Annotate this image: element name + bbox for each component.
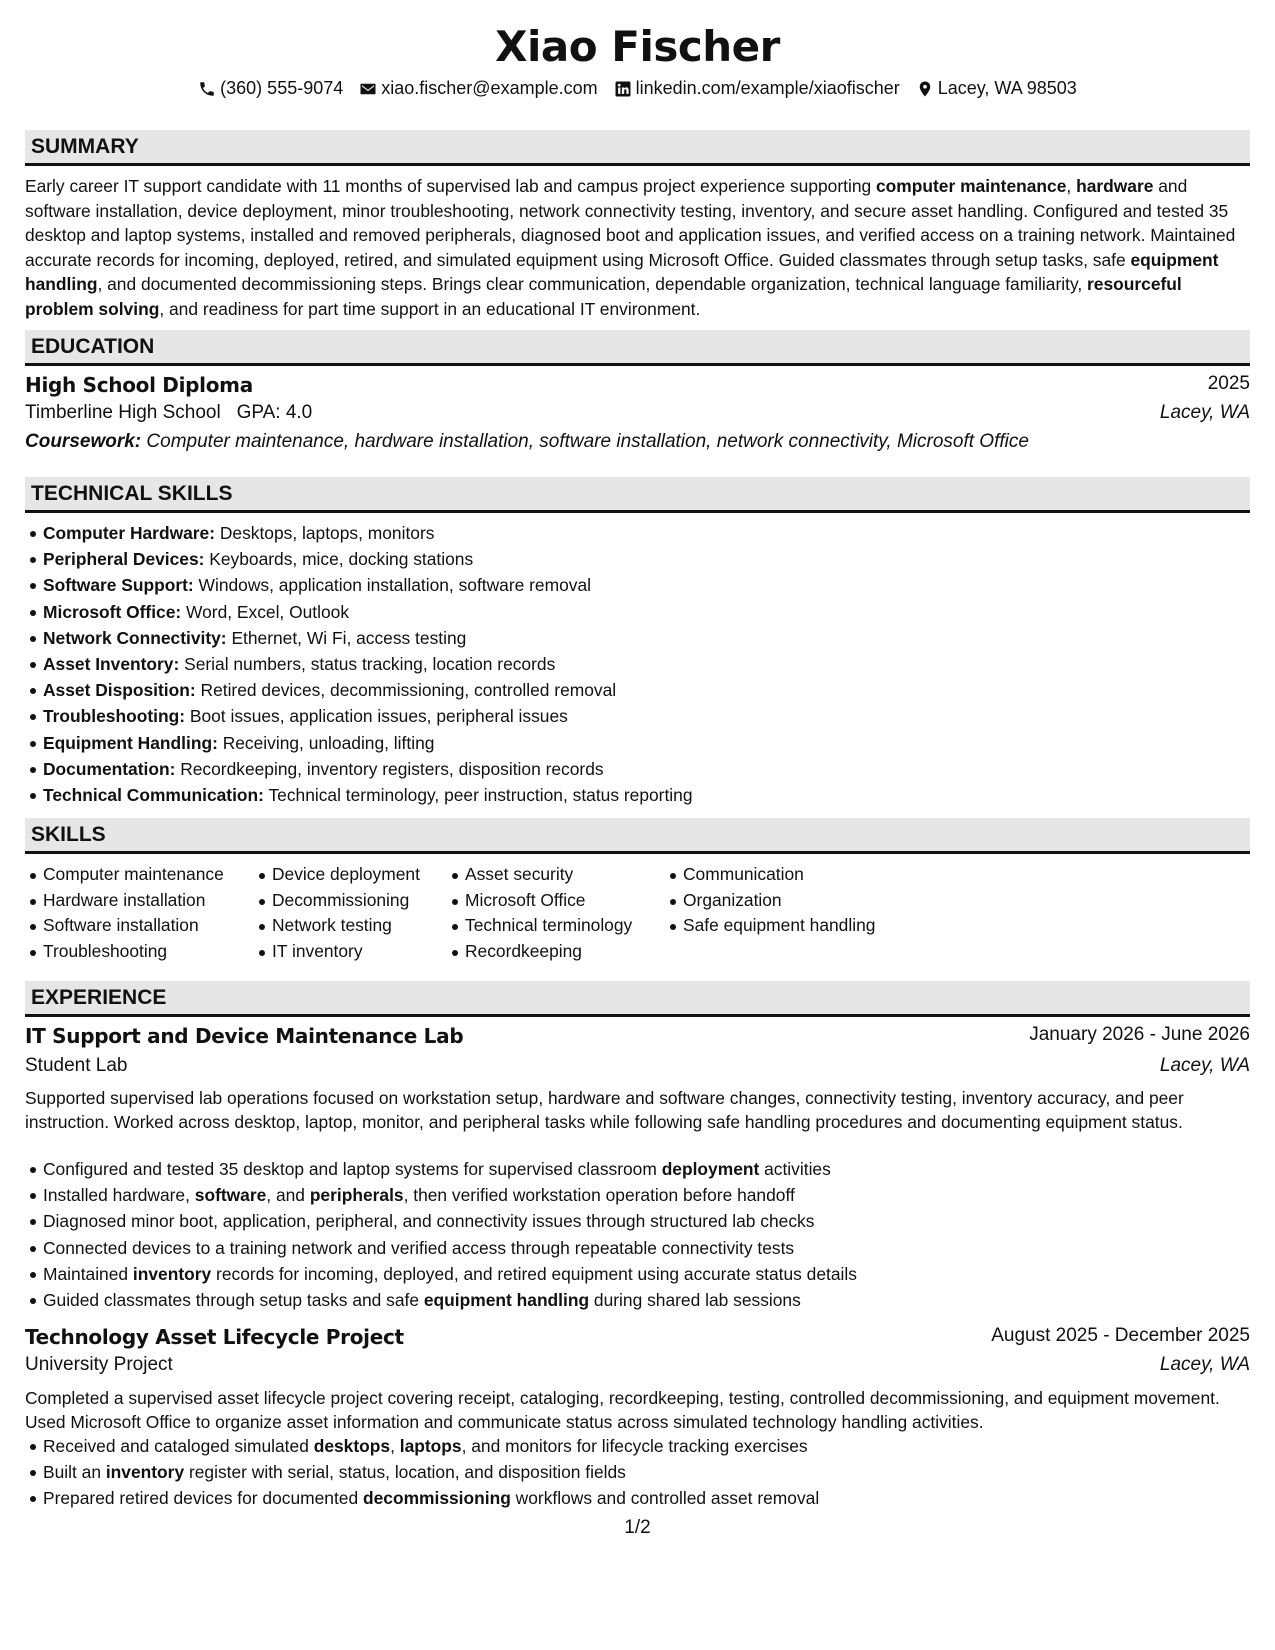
job-location: Lacey, WA [1159,1055,1250,1076]
skill-values: Word, Excel, Outlook [181,601,350,622]
graduation-year: 2025 [1207,373,1250,394]
email-icon [359,80,377,98]
emphasis-text: inventory [132,1263,212,1284]
text-segment: register with serial, status, location, and disposition fields [184,1462,626,1483]
coursework-list: Computer maintenance, hardware installation, software installation, network connectivity, Microsoft Office [141,431,1029,452]
education-row-1 [25,373,1250,401]
job-bullet [43,1485,819,1511]
skill-category: Troubleshooting: [43,706,186,727]
skill-item: Computer maintenance [43,862,224,888]
gpa: GPA: 4.0 [236,402,313,423]
technical-skill-item [43,782,693,808]
text-segment: Received and cataloged simulated [43,1436,314,1456]
contact-email[interactable] [359,78,597,99]
job-bullet [43,1287,857,1313]
text-segment: activities [759,1159,831,1179]
linkedin-text: linkedin.com/example/xiaofischer [635,78,900,98]
job-bullet [43,1261,857,1287]
skill-item: Organization [683,888,875,914]
skill-category: Computer Hardware: [43,523,216,543]
location-text: Lacey, WA 98503 [937,78,1077,98]
experience-heading [25,981,1250,1017]
skills-column-2 [272,862,420,965]
skill-values: Windows, application installation, software removal [193,575,591,596]
text-segment: Prepared retired devices for documented [43,1488,363,1509]
skill-values: Technical terminology, peer instruction, status reporting [263,784,693,805]
technical-skill-item [43,625,693,651]
emphasis-text: equipment handling [25,249,1219,294]
emphasis-text: deployment [661,1159,760,1179]
skill-category: Microsoft Office: [43,601,182,622]
skill-category: Technical Communication: [43,784,264,805]
skill-category: Asset Inventory: [43,653,180,674]
education-heading [25,330,1250,366]
technical-skill-item [43,599,693,625]
skill-category: Network Connectivity: [43,627,227,648]
text-segment: , and [266,1185,310,1206]
technical-skill-item [43,520,693,546]
technical-skill-item [43,677,693,703]
contact-phone[interactable] [198,78,343,99]
education-row-2 [25,402,1250,430]
skill-category: Equipment Handling: [43,732,218,753]
skill-values: Boot issues, application issues, peripheral issues [185,706,568,727]
job-bullet [43,1156,857,1182]
skills-column-4 [683,862,875,939]
resume-page [25,0,1250,1650]
technical-skills-list [43,520,693,808]
education-heading-text: EDUCATION [31,335,155,358]
job-1-bullets [43,1156,857,1313]
text-segment: Diagnosed minor boot, application, peripheral, and connectivity issues through structured lab checks [43,1211,815,1232]
text-segment: Connected devices to a training network and verified access through repeatable connectivity tests [43,1237,795,1258]
job-bullet [43,1208,857,1234]
job-org: Student Lab [25,1055,128,1076]
emphasis-text: hardware [1076,176,1154,196]
degree: High School Diploma [25,373,253,397]
job-dates: August 2025 - December 2025 [991,1325,1250,1346]
text-segment: , and monitors for lifecycle tracking exercises [461,1436,808,1456]
text-segment: Built an [43,1462,106,1483]
skills-column-1 [43,862,224,965]
candidate-name: Xiao Fischer [495,22,780,71]
skill-item: Asset security [465,862,632,888]
location-icon [916,80,934,98]
summary-text [25,174,1250,321]
phone-icon [198,80,216,98]
skills-heading-text: SKILLS [31,823,106,846]
job-2-title-row [25,1325,1250,1353]
skill-item: Recordkeeping [465,939,632,965]
technical-skill-item [43,546,693,572]
contact-linkedin[interactable] [614,78,900,99]
skill-item: Device deployment [272,862,420,888]
technical-skill-item [43,703,693,729]
skill-item: Microsoft Office [465,888,632,914]
coursework [25,431,1250,459]
skill-item: Software installation [43,913,224,939]
job-1-org-row [25,1055,1250,1083]
emphasis-text: inventory [105,1462,185,1483]
skill-item: Safe equipment handling [683,913,875,939]
skill-values: Recordkeeping, inventory registers, disposition records [175,758,604,779]
text-segment: Early career IT support candidate with 11 months of supervised lab and campus project experience supporting [25,176,877,196]
text-segment: Configured and tested 35 desktop and laptop systems for supervised classroom [43,1159,662,1179]
skill-item: Network testing [272,913,420,939]
job-bullet [43,1182,857,1208]
school: Timberline High School [25,402,221,423]
text-segment: , then verified workstation operation before handoff [403,1185,795,1206]
summary-heading [25,130,1250,166]
technical-skills-heading [25,477,1250,513]
summary-heading-text: SUMMARY [31,135,139,158]
text-segment: , [1066,176,1077,196]
coursework-label: Coursework: [25,431,142,452]
skills-heading [25,818,1250,854]
job-2-org-row [25,1354,1250,1382]
text-segment: , [390,1436,400,1456]
skill-item: Hardware installation [43,888,224,914]
school-location: Lacey, WA [1159,402,1250,423]
text-segment: during shared lab sessions [589,1289,801,1310]
emphasis-text: laptops [399,1436,462,1456]
page-number: 1/2 [624,1517,651,1538]
job-title: Technology Asset Lifecycle Project [25,1325,404,1349]
emphasis-text: software [194,1185,267,1206]
skill-values: Receiving, unloading, lifting [217,732,435,753]
job-1-description: Supported supervised lab operations focused on workstation setup, hardware and software changes, connectivity testing, inventory accuracy, and peer instruction. Worked across desktop, laptop, monitor, and peripheral tasks while following safe handling procedures and documenting equipment status. [25,1088,1184,1132]
job-bullet [43,1459,819,1485]
skill-values: Serial numbers, status tracking, location records [179,653,556,674]
phone-text: (360) 555-9074 [220,78,344,98]
contact-bar [25,78,1250,99]
text-segment: , and readiness for part time support in an educational IT environment. [159,298,701,319]
technical-skill-item [43,730,693,756]
technical-skill-item [43,756,693,782]
job-title: IT Support and Device Maintenance Lab [25,1024,464,1048]
skill-item: IT inventory [272,939,420,965]
emphasis-text: computer maintenance [876,176,1067,196]
text-segment: and software installation, device deployment, minor troubleshooting, network connectivity testing, inventory, and secure asset handling. Configured and tested 35 desktop and laptop systems, installed and removed peripherals, diagnosed boot and application issues, and verified access on a training network. Maintained accurate records for incoming, deployed, retired, and simulated equipment using Microsoft Office. Guided classmates through setup tasks, safe [25,176,1236,270]
emphasis-text: desktops [313,1436,391,1456]
skill-values: Retired devices, decommissioning, controlled removal [195,680,617,701]
skill-values: Desktops, laptops, monitors [215,523,435,543]
emphasis-text: decommissioning [362,1488,511,1509]
emphasis-text: resourceful problem solving [25,274,1182,319]
technical-skill-item [43,651,693,677]
job-2-bullets [43,1433,819,1512]
text-segment: records for incoming, deployed, and retired equipment using accurate status details [211,1263,857,1284]
text-segment: Installed hardware, [43,1185,195,1206]
text-segment: workflows and controlled asset removal [510,1488,820,1509]
linkedin-icon [614,80,632,98]
job-dates: January 2026 - June 2026 [1029,1024,1250,1045]
school-line [25,402,312,424]
technical-skills-heading-text: TECHNICAL SKILLS [31,482,233,505]
job-2-description: Completed a supervised asset lifecycle project covering receipt, cataloging, recordkeeping, testing, controlled decommissioning, and equipment movement. Used Microsoft Office to organize asset information and communicate status across simulated technology handling activities. [25,1388,1220,1432]
emphasis-text: equipment handling [423,1289,590,1310]
text-segment: Maintained [43,1263,133,1284]
skill-item: Technical terminology [465,913,632,939]
email-text: xiao.fischer@example.com [381,78,598,98]
skill-category: Peripheral Devices: [43,549,205,570]
skill-values: Ethernet, Wi Fi, access testing [226,627,467,648]
skill-item: Decommissioning [272,888,420,914]
technical-skill-item [43,572,693,598]
skill-category: Asset Disposition: [43,680,196,701]
job-bullet [43,1433,819,1459]
contact-location [916,78,1077,99]
job-1-title-row [25,1024,1250,1052]
text-segment: Guided classmates through setup tasks and safe [43,1289,424,1310]
experience-heading-text: EXPERIENCE [31,986,167,1009]
job-bullet [43,1235,857,1261]
skill-category: Documentation: [43,758,176,779]
emphasis-text: peripherals [309,1185,404,1206]
skill-item: Troubleshooting [43,939,224,965]
skills-column-3 [465,862,632,965]
skill-category: Software Support: [43,575,194,596]
skill-item: Communication [683,862,875,888]
job-location: Lacey, WA [1159,1354,1250,1375]
job-org: University Project [25,1354,173,1375]
skill-values: Keyboards, mice, docking stations [204,549,474,570]
text-segment: , and documented decommissioning steps. Brings clear communication, dependable organization, technical language familiarity, [97,274,1088,294]
